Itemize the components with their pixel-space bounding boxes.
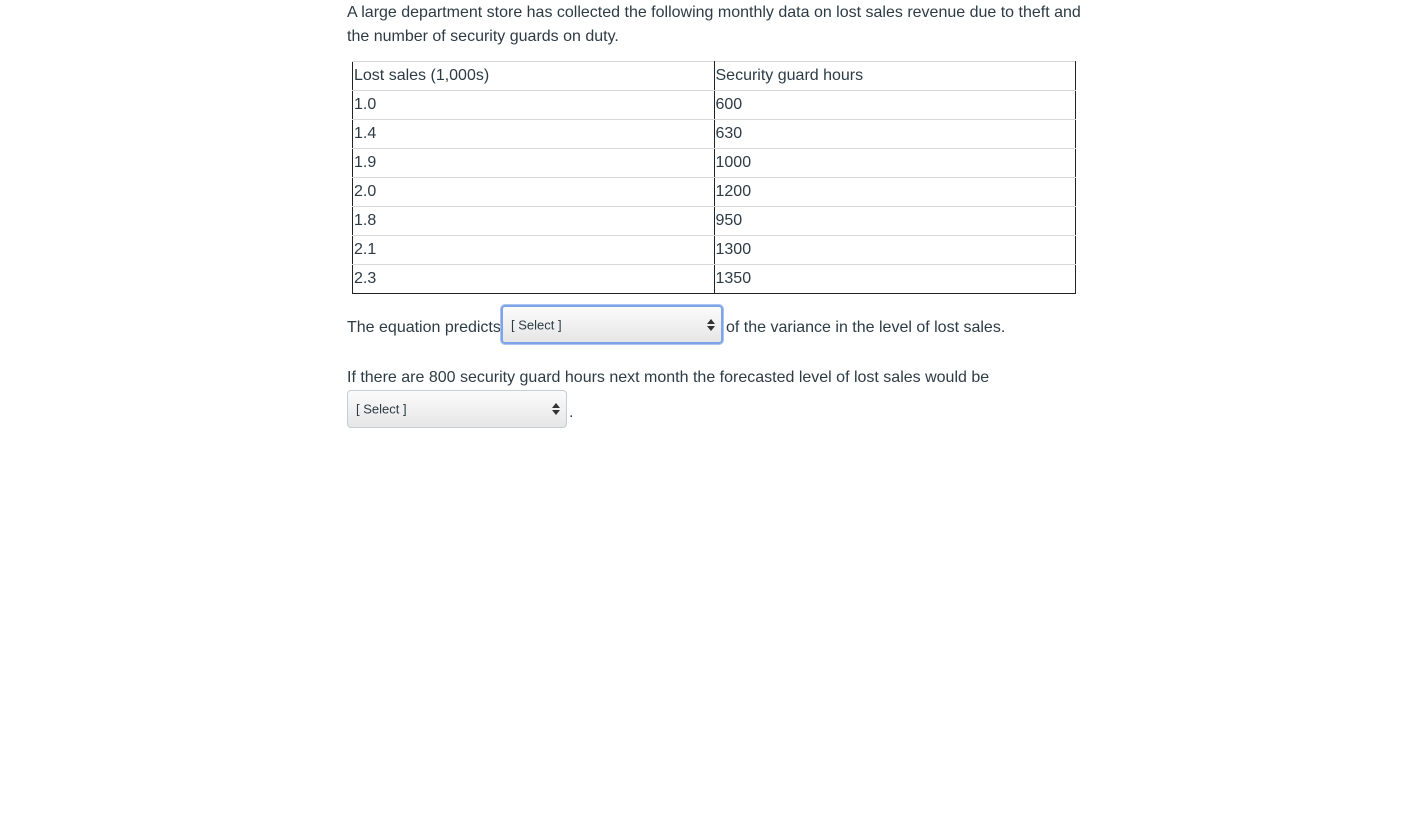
table-header-guard-hours: Security guard hours [714, 62, 1076, 91]
table-row [353, 149, 1076, 178]
table-cell-lost-sales: 2.1 [353, 236, 715, 265]
table-cell-guard-hours: 1350 [714, 265, 1076, 294]
question-intro: A large department store has collected the following monthly data on lost sales revenue due to theft and the number of security guards on duty. [347, 4, 1081, 45]
table-row [353, 91, 1076, 120]
forecast-dropdown-value: [ Select ] [356, 401, 407, 417]
variance-dropdown-value: [ Select ] [511, 317, 562, 332]
table-cell-lost-sales: 2.3 [353, 265, 715, 294]
data-table [352, 61, 1076, 294]
table-cell-guard-hours: 1200 [714, 178, 1076, 207]
select-arrows-icon [552, 403, 560, 415]
table-cell-lost-sales: 1.9 [353, 149, 715, 178]
table-cell-guard-hours: 1000 [714, 149, 1076, 178]
table-cell-lost-sales: 2.0 [353, 178, 715, 207]
table-header-row [353, 62, 1076, 91]
table-row [353, 207, 1076, 236]
table-header-lost-sales: Lost sales (1,000s) [353, 62, 715, 91]
prompt1-after-text: of the variance in the level of lost sales. [726, 319, 1006, 336]
select-arrows-icon [707, 319, 715, 331]
table-cell-guard-hours: 630 [714, 120, 1076, 149]
prompt2-text: If there are 800 security guard hours next month the forecasted level of lost sales would be [347, 369, 990, 386]
table-row [353, 265, 1076, 294]
variance-dropdown[interactable] [501, 305, 723, 344]
table-row [353, 236, 1076, 265]
table-cell-guard-hours: 1300 [714, 236, 1076, 265]
question-body [347, 0, 1082, 294]
table-cell-lost-sales: 1.0 [353, 91, 715, 120]
table-cell-lost-sales: 1.4 [353, 120, 715, 149]
data-table-body [353, 62, 1076, 294]
table-cell-guard-hours: 600 [714, 91, 1076, 120]
table-row [353, 178, 1076, 207]
forecast-dropdown[interactable] [347, 390, 567, 428]
table-cell-guard-hours: 950 [714, 207, 1076, 236]
prompt1-before-text: The equation predicts [347, 319, 501, 336]
table-row [353, 120, 1076, 149]
table-cell-lost-sales: 1.8 [353, 207, 715, 236]
prompt2-period: . [569, 404, 574, 421]
